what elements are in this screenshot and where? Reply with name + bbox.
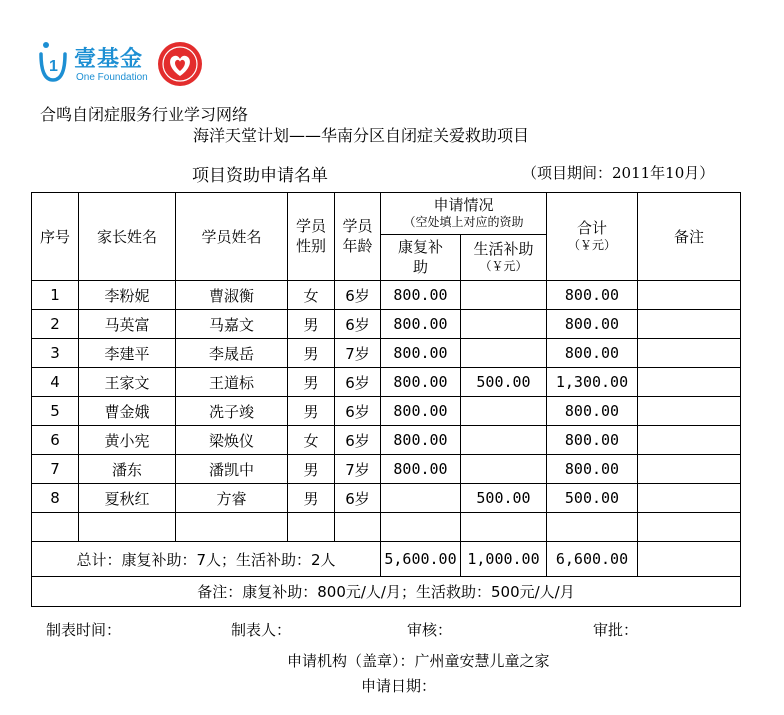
- table-row: 4 王家文 王道标 男 6岁 800.00 500.00 1,300.00: [32, 368, 741, 397]
- table-note: 备注：康复补助：800元/人/月；生活救助：500元/人/月: [32, 577, 741, 607]
- one-foundation-name-en: One Foundation: [76, 72, 148, 83]
- org-name: 合鸣自闭症服务行业学习网络: [40, 105, 249, 124]
- summary-living: 1,000.00: [461, 542, 547, 577]
- one-foundation-mark-icon: [38, 40, 68, 84]
- partner-logo-icon: [154, 40, 206, 88]
- maker-label: 制表人：: [231, 621, 292, 639]
- table-row: 1 李粉妮 曹淑衡 女 6岁 800.00 800.00: [32, 281, 741, 310]
- header-student: 学员姓名: [176, 193, 288, 281]
- apply-date-label: 申请日期：: [361, 677, 437, 695]
- header-total: 合计 （￥元）: [547, 193, 638, 281]
- header-rehab: 康复补 助: [381, 235, 461, 281]
- table-row-empty: [32, 513, 741, 542]
- svg-text:1: 1: [49, 58, 58, 75]
- note-row: [32, 577, 741, 607]
- approve-label: 审批：: [593, 621, 639, 639]
- header-parent: 家长姓名: [79, 193, 176, 281]
- header-seq: 序号: [32, 193, 79, 281]
- table-row: 2 马英富 马嘉文 男 6岁 800.00 800.00: [32, 310, 741, 339]
- list-title: 项目资助申请名单: [192, 166, 328, 186]
- table-row: 3 李建平 李晟岳 男 7岁 800.00 800.00: [32, 339, 741, 368]
- header-gender: 学员 性别: [288, 193, 335, 281]
- project-title: 海洋天堂计划——华南分区自闭症关爱救助项目: [193, 126, 530, 145]
- header-living: 生活补助 （￥元）: [461, 235, 547, 281]
- table-row: 8 夏秋红 方睿 男 6岁 500.00 500.00: [32, 484, 741, 513]
- one-foundation-logo: [38, 38, 148, 88]
- header-apply: 申请情况 （空处填上对应的资助: [381, 193, 547, 235]
- one-foundation-name-cn: 壹基金: [74, 47, 144, 72]
- summary-row: [32, 542, 741, 577]
- applicant-org: 申请机构（盖章）：广州童安慧儿童之家: [287, 652, 550, 670]
- funding-table: [31, 192, 741, 607]
- review-label: 审核：: [407, 621, 453, 639]
- table-row: 7 潘东 潘凯中 男 7岁 800.00 800.00: [32, 455, 741, 484]
- table-row: 5 曹金娥 冼子竣 男 6岁 800.00 800.00: [32, 397, 741, 426]
- summary-rehab: 5,600.00: [381, 542, 461, 577]
- table-row: 6 黄小宪 梁焕仪 女 6岁 800.00 800.00: [32, 426, 741, 455]
- project-period: （项目期间：2011年10月）: [522, 164, 715, 182]
- header-age: 学员 年龄: [335, 193, 381, 281]
- summary-label: 总计：康复补助：7人；生活补助：2人: [32, 542, 381, 577]
- header-remark: 备注: [638, 193, 741, 281]
- made-time-label: 制表时间：: [46, 621, 122, 639]
- summary-total: 6,600.00: [547, 542, 638, 577]
